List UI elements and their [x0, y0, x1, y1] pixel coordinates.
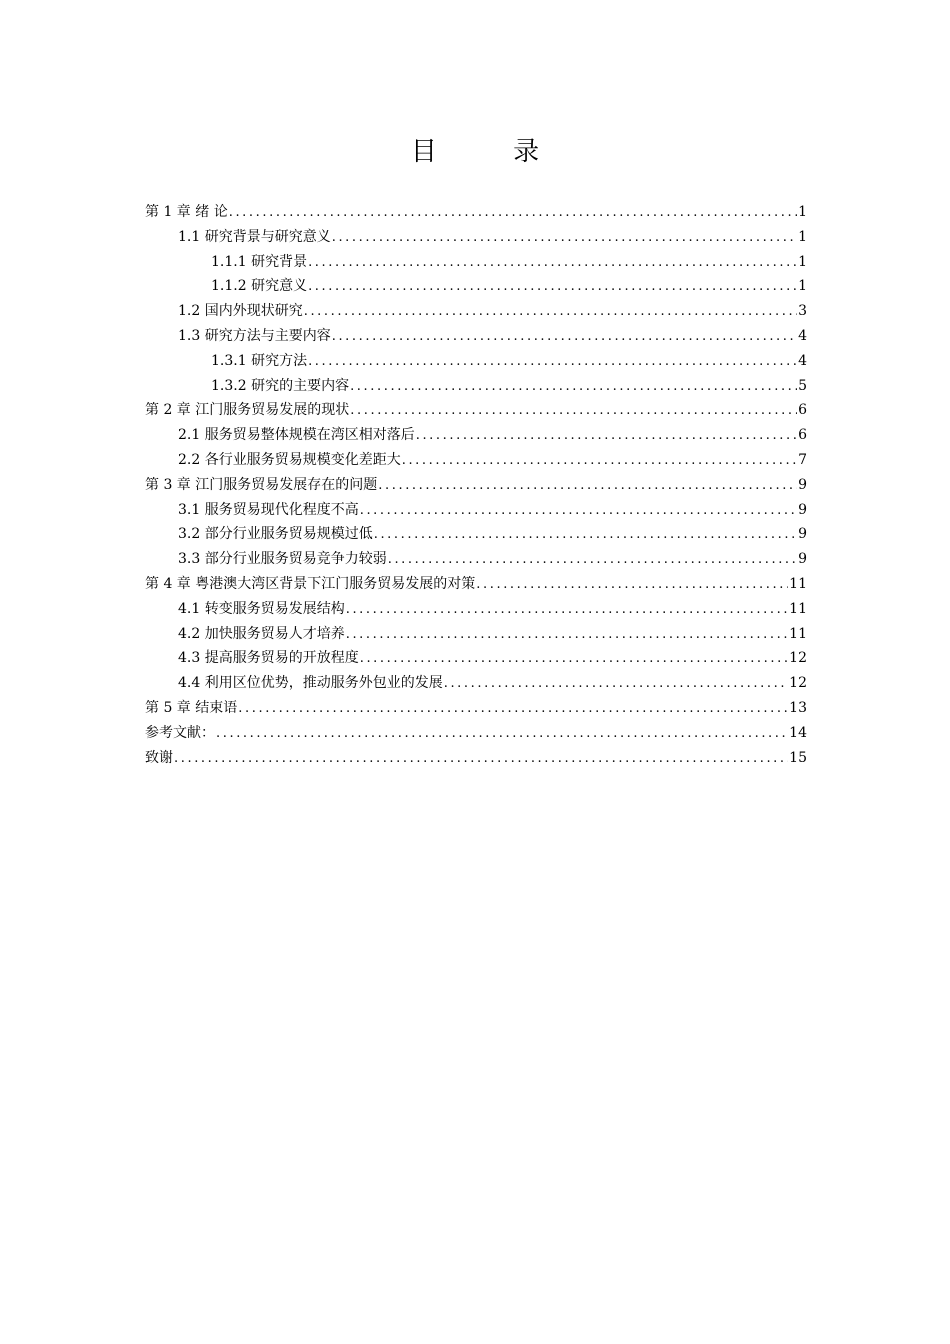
toc-leader-dots — [304, 300, 797, 324]
toc-leader-dots — [308, 350, 797, 374]
toc-entry-title: 1.1.1 研究背景 — [211, 253, 308, 270]
toc-leader-dots — [374, 523, 797, 547]
toc-entry-page: 7 — [798, 451, 807, 468]
toc-entry-title: 3.3 部分行业服务贸易竞争力较弱 — [178, 551, 387, 568]
toc-entry[interactable] — [145, 225, 807, 250]
toc-leader-dots — [444, 672, 788, 696]
toc-entry-title: 第 2 章 江门服务贸易发展的现状 — [145, 402, 350, 419]
toc-leader-dots — [476, 573, 788, 597]
toc-entry-page: 13 — [789, 699, 807, 716]
toc-entry-title: 第 3 章 江门服务贸易发展存在的问题 — [145, 476, 378, 493]
toc-leader-dots — [378, 474, 797, 498]
toc-leader-dots — [360, 499, 797, 523]
toc-entry-page: 3 — [798, 303, 807, 320]
toc-entry-page: 12 — [789, 675, 807, 692]
toc-leader-dots — [360, 647, 788, 671]
toc-entry[interactable] — [145, 274, 807, 299]
toc-entry[interactable] — [145, 547, 807, 572]
toc-entry[interactable] — [145, 398, 807, 423]
toc-entry[interactable] — [145, 374, 807, 399]
toc-entry[interactable] — [145, 671, 807, 696]
toc-leader-dots — [308, 251, 797, 275]
toc-entry-title: 1.2 国内外现状研究 — [178, 303, 303, 320]
toc-leader-dots — [229, 201, 797, 225]
toc-entry-page: 5 — [798, 377, 807, 394]
toc-entry[interactable] — [145, 572, 807, 597]
toc-entry-title: 4.1 转变服务贸易发展结构 — [178, 600, 345, 617]
toc-leader-dots — [346, 623, 788, 647]
toc-entry-title: 3.1 服务贸易现代化程度不高 — [178, 501, 359, 518]
toc-entry-page: 4 — [798, 327, 807, 344]
page-title: 目 录 — [410, 137, 574, 167]
toc-leader-dots — [308, 275, 797, 299]
toc-entry[interactable] — [145, 746, 807, 771]
toc-entry[interactable] — [145, 448, 807, 473]
toc-entry-page: 9 — [798, 476, 807, 493]
toc-leader-dots — [416, 424, 797, 448]
toc-entry-page: 1 — [798, 278, 807, 295]
toc-entry-title: 1.3.2 研究的主要内容 — [211, 377, 350, 394]
toc-entry-page: 1 — [798, 204, 807, 220]
toc-entry[interactable] — [145, 721, 807, 746]
toc-entry-title: 致谢 — [145, 749, 173, 766]
toc-entry-title: 2.2 各行业服务贸易规模变化差距大 — [178, 451, 401, 468]
toc-entry-title: 参考文献： — [145, 724, 215, 741]
toc-entry[interactable] — [145, 597, 807, 622]
toc-entry[interactable] — [145, 200, 807, 225]
toc-entry-title: 1.1 研究背景与研究意义 — [178, 228, 331, 245]
toc-entry-title: 1.3.1 研究方法 — [211, 352, 308, 369]
toc-leader-dots — [350, 399, 797, 423]
toc-leader-dots — [346, 598, 788, 622]
toc-entry[interactable] — [145, 250, 807, 275]
toc-entry-page: 15 — [789, 749, 807, 766]
toc-entry[interactable] — [145, 473, 807, 498]
toc-leader-dots — [216, 722, 788, 746]
toc-entry-page: 9 — [798, 501, 807, 518]
toc-entry-title: 第 1 章 绪 论 — [145, 204, 228, 220]
toc-entry-page: 11 — [789, 625, 807, 642]
toc-leader-dots — [350, 375, 797, 399]
toc-entry-title: 2.1 服务贸易整体规模在湾区相对落后 — [178, 427, 415, 444]
toc-entry[interactable] — [145, 299, 807, 324]
toc-leader-dots — [388, 548, 797, 572]
toc-entry-page: 11 — [789, 600, 807, 617]
toc-entry-title: 1.1.2 研究意义 — [211, 278, 308, 295]
toc-entry[interactable] — [145, 696, 807, 721]
toc-entry-title: 4.3 提高服务贸易的开放程度 — [178, 650, 359, 667]
toc-entry-page: 14 — [789, 724, 807, 741]
toc-entry[interactable] — [145, 349, 807, 374]
toc-entry-page: 6 — [798, 402, 807, 419]
toc-entry-title: 1.3 研究方法与主要内容 — [178, 327, 331, 344]
toc-entry-page: 11 — [789, 575, 807, 592]
toc-leader-dots — [402, 449, 797, 473]
table-of-contents — [145, 200, 807, 770]
toc-leader-dots — [174, 747, 788, 771]
toc-entry-title: 第 5 章 结束语 — [145, 699, 238, 716]
toc-entry-title: 4.2 加快服务贸易人才培养 — [178, 625, 345, 642]
toc-entry[interactable] — [145, 646, 807, 671]
toc-leader-dots — [332, 325, 797, 349]
toc-entry[interactable] — [145, 423, 807, 448]
toc-leader-dots — [238, 697, 788, 721]
toc-leader-dots — [332, 226, 797, 250]
toc-entry-page: 4 — [798, 352, 807, 369]
toc-entry-page: 12 — [789, 650, 807, 667]
toc-entry[interactable] — [145, 498, 807, 523]
toc-entry-title: 3.2 部分行业服务贸易规模过低 — [178, 526, 373, 543]
toc-entry[interactable] — [145, 622, 807, 647]
toc-entry-page: 9 — [798, 551, 807, 568]
toc-entry[interactable] — [145, 324, 807, 349]
toc-entry-page: 6 — [798, 427, 807, 444]
toc-entry-title: 第 4 章 粤港澳大湾区背景下江门服务贸易发展的对策 — [145, 575, 476, 592]
toc-entry-page: 1 — [798, 253, 807, 270]
toc-entry-title: 4.4 利用区位优势，推动服务外包业的发展 — [178, 675, 443, 692]
toc-entry-page: 9 — [798, 526, 807, 543]
toc-entry-page: 1 — [798, 228, 807, 245]
toc-entry[interactable] — [145, 522, 807, 547]
